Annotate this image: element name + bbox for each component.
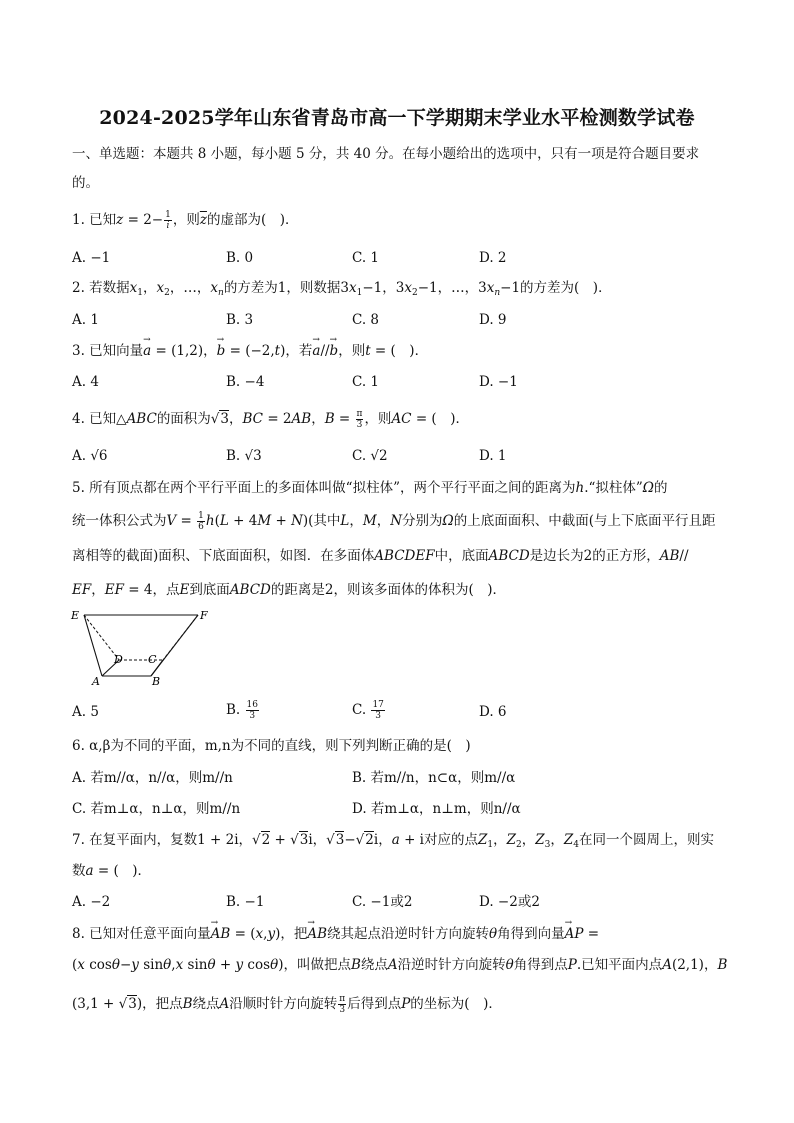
label-c: C — [148, 653, 157, 666]
question-5-line-2: 统一体积公式为V = $\frac{1}{6}$ h(L + 4M + N)(其中L，M，N分别为Ω的上底面面积、中截面(与上下底面平行且距 — [72, 511, 716, 532]
question-7-line-1: 7. 在复平面内，复数1 + 2i，√2 + √3i，√3−√2i，a + i对应的点$Z_1$，$Z_2$，$Z_3$，$Z_4$在同一个圆周上，则实 — [72, 832, 714, 850]
q4-option-d: D. 1 — [479, 448, 507, 464]
q6-option-b: B. 若m//n，n⊂α，则m//α — [352, 770, 516, 786]
q5-option-d: D. 6 — [479, 704, 507, 720]
question-1: 1. 已知z = 2− $\frac{1}{i}$ ，则$\overline{z}$的虚部为( )． — [72, 210, 299, 231]
q2-option-d: D. 9 — [479, 312, 507, 328]
page-title: 2024-2025学年山东省青岛市高一下学期期末学业水平检测数学试卷 — [99, 107, 695, 129]
q5-option-b: B. $\frac{16}{3}$ — [226, 700, 258, 721]
q7-option-a: A. −2 — [72, 894, 111, 910]
question-2: 2. 若数据$x_1$，$x_2$，…，$x_n$的方差为1，则数据$3x_1-1$，$3x_2-1$，…，$3x_n-1$的方差为( )． — [72, 280, 612, 298]
label-d: D — [114, 653, 123, 666]
q2-option-c: C. 8 — [352, 312, 380, 328]
q6-option-c: C. 若m⊥α，n⊥α，则m//n — [72, 801, 241, 817]
q6-option-d: D. 若m⊥α，n⊥m，则n//α — [352, 801, 521, 817]
q3-option-d: D. −1 — [479, 374, 518, 390]
question-6: 6. α,β为不同的平面，m,n为不同的直线，则下列判断正确的是( ) — [72, 738, 471, 754]
question-5-line-4: EF，EF = 4，点E到底面ABCD的距离是2，则该多面体的体积为( )． — [72, 582, 507, 598]
question-5-line-3: 离相等的截面)面积、下底面面积，如图．在多面体ABCDEF中，底面ABCD是边长为2的正方形，AB// — [72, 548, 689, 564]
q6-option-a: A. 若m//α，n//α，则m//n — [72, 770, 233, 786]
q3-option-b: B. −4 — [226, 374, 265, 390]
q7-option-c: C. −1或2 — [352, 894, 413, 910]
q7-option-d: D. −2或2 — [479, 894, 540, 910]
question-5-line-1: 5. 所有顶点都在两个平行平面上的多面体叫做“拟柱体”，两个平行平面之间的距离为h.“拟柱体”Ω的 — [72, 480, 668, 496]
polyhedron-figure — [68, 604, 218, 690]
q5-option-a: A. 5 — [72, 704, 99, 720]
label-f: F — [200, 609, 208, 622]
q1-option-a: A. −1 — [72, 250, 111, 266]
label-e: E — [71, 609, 80, 622]
q4-option-a: A. √6 — [72, 448, 108, 464]
label-a: A — [92, 675, 100, 688]
q4-option-b: B. √3 — [226, 448, 262, 464]
q2-option-b: B. 3 — [226, 312, 254, 328]
section-heading: 一、单选题：本题共 8 小题，每小题 5 分，共 40 分。在每小题给出的选项中，只有一项是符合题目要求 — [72, 146, 700, 162]
q1-option-c: C. 1 — [352, 250, 380, 266]
section-heading-cont: 的。 — [72, 175, 99, 191]
question-8-line-3: (3,1 + √3)，把点B绕点A沿顺时针方向旋转 $\frac{\pi}{3}$ 后得到点P的坐标为( )． — [72, 994, 502, 1015]
label-b: B — [152, 675, 161, 688]
q3-option-c: C. 1 — [352, 374, 380, 390]
q1-option-d: D. 2 — [479, 250, 507, 266]
q5-option-c: C. $\frac{17}{3}$ — [352, 700, 384, 721]
question-8-line-1: 8. 已知对任意平面向量→ AB = (x,y)，把→ AB绕其起点沿逆时针方向旋转θ角得到向量→ AP = — [72, 924, 732, 944]
question-8-line-2: (x cosθ−y sinθ,x sinθ + y cosθ)，叫做把点B绕点A沿逆时针方向旋转θ角得到点P.已知平面内点A(2,1)，B — [72, 957, 728, 973]
question-7-line-2: 数a = ( )． — [72, 863, 151, 879]
q7-option-b: B. −1 — [226, 894, 265, 910]
q2-option-a: A. 1 — [72, 312, 99, 328]
question-3: 3. 已知向量→ a = (1,2)，→ b = (−2,t)，若→ a//→ b，则t = ( )． — [72, 341, 732, 361]
question-4: 4. 已知△ABC的面积为√3，BC = 2AB，B = $\frac{\pi}{3}$ ，则AC = ( )． — [72, 409, 469, 430]
q4-option-c: C. √2 — [352, 448, 388, 464]
q1-option-b: B. 0 — [226, 250, 254, 266]
q3-option-a: A. 4 — [72, 374, 99, 390]
